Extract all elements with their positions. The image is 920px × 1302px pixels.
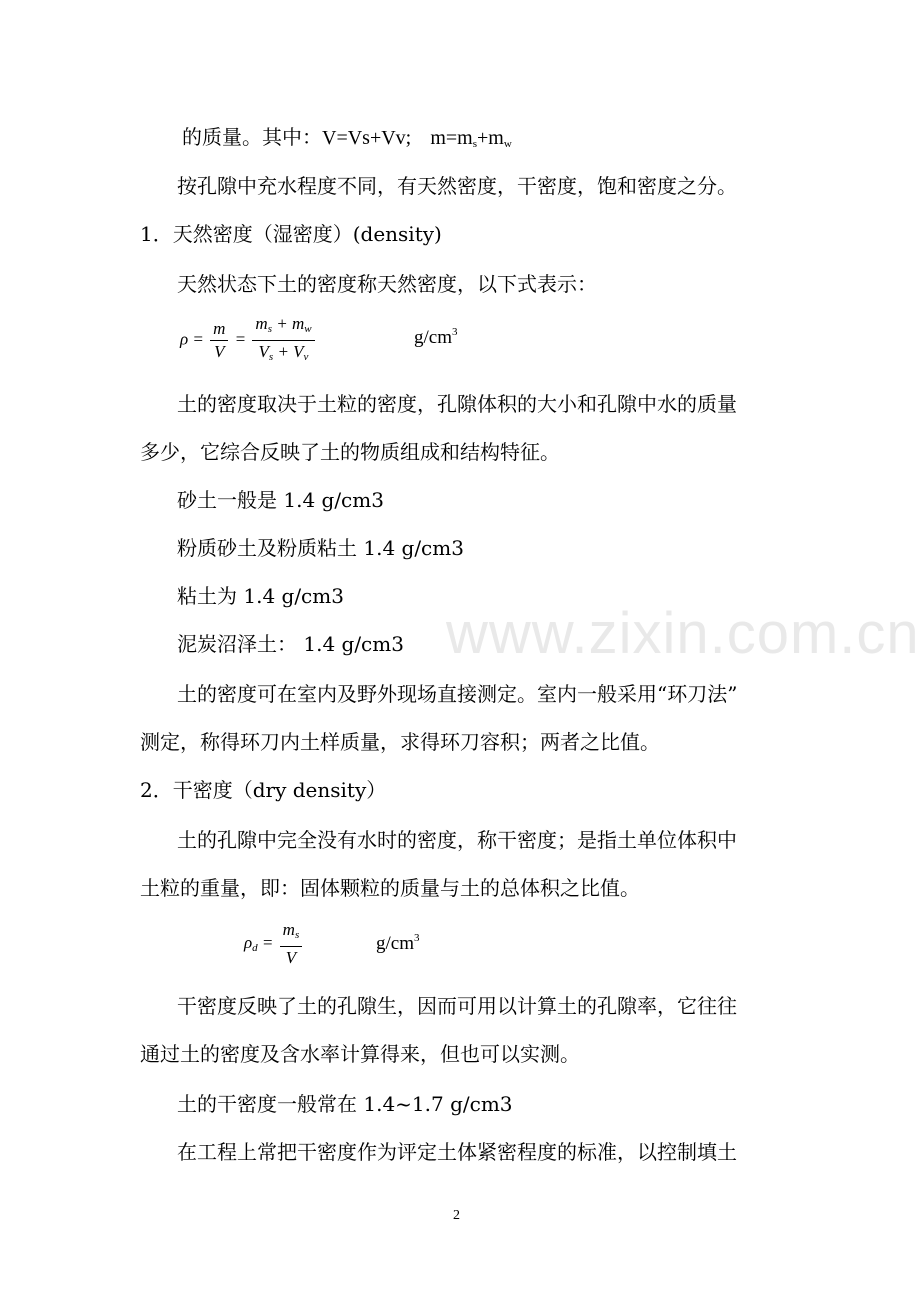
watermark: www.zixin.com.cn	[446, 601, 920, 666]
paragraph-dry-density-range: 土的干密度一般常在 1.4~1.7 g/cm3	[177, 1092, 513, 1116]
paragraph-density-factors-line2: 多少，它综合反映了土的物质组成和结构特征。	[140, 440, 560, 464]
equation-mass: $m=m_s+m_w$	[430, 127, 512, 150]
formula1-lhs: ρ =	[180, 329, 204, 349]
text-mass-intro: 的质量。其中：	[182, 125, 322, 149]
paragraph-measurement-line2: 测定，称得环刀内土样质量，求得环刀容积；两者之比值。	[140, 730, 660, 754]
value-sand: 砂土一般是 1.4 g/cm3	[177, 488, 384, 512]
paragraph-density-factors-line1: 土的密度取决于土粒的密度，孔隙体积的大小和孔隙中水的质量	[177, 392, 737, 416]
page-number: 2	[453, 1208, 460, 1223]
formula2-fraction: $\frac{m_s}{V}$	[280, 920, 303, 968]
paragraph-dry-density-line2: 土粒的重量，即：固体颗粒的质量与土的总体积之比值。	[140, 876, 640, 900]
heading-dry-density: 2．干密度（dry density）	[140, 778, 387, 802]
formula1-fraction-m-over-v: $\frac{m}{V}$	[210, 319, 228, 362]
formula-dry-density: $\rho_d$ = $\frac{m_s}{V}$	[244, 920, 304, 968]
paragraph-dry-density-line1: 土的孔隙中完全没有水时的密度，称干密度；是指土单位体积中	[177, 828, 737, 852]
paragraph-natural-density-intro: 天然状态下土的密度称天然密度，以下式表示：	[177, 272, 597, 296]
value-clay: 粘土为 1.4 g/cm3	[177, 584, 344, 608]
paragraph-measurement-line1: 土的密度可在室内及野外现场直接测定。室内一般采用“环刀法”	[177, 682, 738, 706]
line-mass-definition	[182, 123, 512, 158]
heading-natural-density: 1．天然密度（湿密度）(density)	[140, 222, 442, 246]
paragraph-density-types: 按孔隙中充水程度不同，有天然密度，干密度，饱和密度之分。	[177, 174, 737, 198]
value-silty-soil: 粉质砂土及粉质粘土 1.4 g/cm3	[177, 536, 464, 560]
paragraph-dry-density-use-line1: 干密度反映了土的孔隙生，因而可用以计算土的孔隙率，它往往	[177, 994, 737, 1018]
paragraph-dry-density-use-line2: 通过土的密度及含水率计算得来，但也可以实测。	[140, 1042, 580, 1066]
formula2-lhs: ρ	[244, 932, 253, 952]
formula1-fraction-components: $\frac{m_s + m_w}{V_s + V_v}$	[252, 314, 314, 367]
formula-natural-density: ρ = $\frac{m}{V}$ = $\frac{m_s + m_w}{V_s + V_v}$	[180, 314, 317, 367]
formula2-unit: $g/cm^3$	[376, 932, 420, 954]
value-peat: 泥炭沼泽土： 1.4 g/cm3	[177, 632, 404, 656]
equation-volume: V=Vs+Vv;	[322, 127, 412, 149]
paragraph-engineering-line1: 在工程上常把干密度作为评定土体紧密程度的标准，以控制填土	[177, 1140, 737, 1164]
formula1-unit: $g/cm^3$	[414, 326, 458, 348]
